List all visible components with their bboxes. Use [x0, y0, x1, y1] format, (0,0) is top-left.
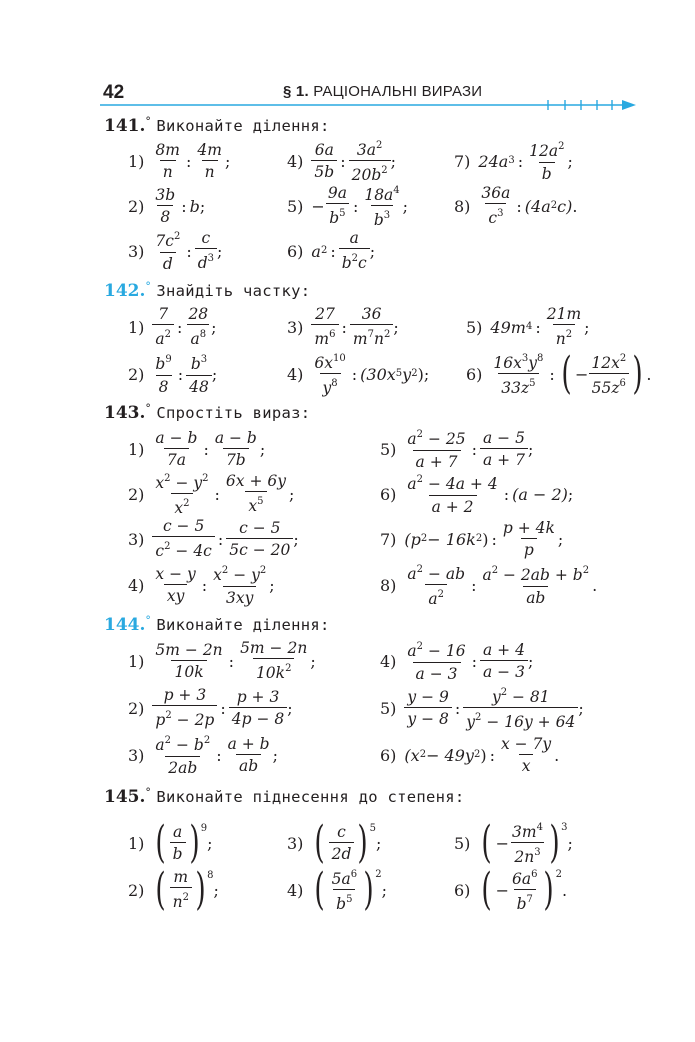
task-144-title: 144.° Виконайте ділення: [104, 614, 330, 635]
task-143-title: 143.° Спростіть вираз: [104, 402, 311, 423]
t144-e2: 2) p + 3 $p^2 - 2p$ : p + 3 4p − 8 ; [128, 686, 293, 730]
page-header [0, 80, 695, 110]
t143-e8: 8) $a^2$ − ab $a^2$ : $a^2 - 2ab + b^2$ ab . [380, 563, 598, 609]
t142-e4: 4) $6x^{10}$ $y^8$ : (30x 5 y 2 ) ; [287, 352, 430, 398]
t143-e4: 4) x − y xy : $x^2 - y^2$ 3xy ; [128, 565, 275, 607]
t141-e5: 5) − $\frac{9a}{b^5}$ : $18a^4$ $b^3$ ; [287, 184, 409, 230]
t142-e1: 1) 7 $a^2$ : 28 $a^8$ ; [128, 305, 217, 349]
t145-e2: 2) ( m $n^2$ ) 8 ; [128, 864, 219, 915]
t141-e4: 4) 6a 5b : $3a^2$ $20b^2$ ; [287, 139, 397, 185]
t145-e5: 5) ( − $\frac{3m^4}{2n^3}$ ) 3 ; [454, 817, 573, 868]
t143-e5: 5) $a^2 - 25$ a + 7 : a − 5 a + 7 ; [380, 429, 534, 471]
t143-e6: 6) $a^2 - 4a + 4$ a + 2 : (a − 2) ; [380, 474, 574, 516]
t145-e1: 1) ( a b ) 9 ; [128, 817, 213, 868]
t141-e8: 8) 36a $c^3$ : (4a 2 c) . [454, 184, 578, 228]
section-heading: § 1. РАЦІОНАЛЬНІ ВИРАЗИ [283, 83, 483, 100]
t143-e7: 7) (p 2 − 16k 2 ) : p + 4k p ; [380, 519, 564, 559]
t141-e7: 7) 24a 3 : $12a^2$ b ; [454, 141, 573, 183]
t144-e5: 5) y − 9 y − 8 : $y^2 - 81$ $y^2 - 16y + 64$ ; [380, 686, 584, 732]
t142-e6: 6) $16x^3y^8$ $33z^5$ : ( − $\frac{12x^2}{55z^6}$ ) . [466, 348, 652, 399]
t142-e5: 5) 49m 4 : 21m $n^2$ ; [466, 305, 590, 349]
t145-e4: 4) ( $5a^6$ $b^5$ ) 2 ; [287, 864, 388, 915]
t143-e1: 1) a − b 7a : a − b 7b ; [128, 429, 266, 469]
t144-e6: 6) (x 2 − 49y 2 ) : x − 7y x . [380, 735, 560, 775]
page-number: 42 [103, 82, 125, 103]
t141-e2: 2) 3b 8 : b ; [128, 186, 206, 226]
t144-e3: 3) $a^2 - b^2$ 2ab : a + b ab ; [128, 735, 278, 777]
t145-e3: 3) ( c 2d ) 5 ; [287, 817, 382, 868]
t141-e6: 6) a 2 : a $b^2c$ ; [287, 229, 376, 273]
task-145-title: 145.° Виконайте піднесення до степеня: [104, 786, 465, 807]
t142-e3: 3) 27 $m^6$ : 36 $m^7n^2$ ; [287, 305, 399, 349]
t143-e2: 2) $x^2 - y^2$ $x^2$ : 6x + 6y $x^5$ ; [128, 472, 295, 518]
t141-e1: 1) 8m n : 4m n ; [128, 141, 231, 181]
t142-e2: 2) $b^9$ 8 : $b^3$ 48 ; [128, 354, 218, 396]
t141-e3: 3) $7c^2$ d : c $d^3$ ; [128, 229, 223, 273]
t143-e3: 3) c − 5 $c^2 - 4c$ : c − 5 5c − 20 ; [128, 517, 299, 561]
task-141-title: 141.° Виконайте ділення: [104, 115, 330, 136]
t145-e6: 6) ( − $\frac{6a^6}{b^7}$ ) 2 . [454, 864, 568, 915]
t144-e1: 1) 5m − 2n 10k : 5m − 2n $10k^2$ ; [128, 639, 316, 683]
t144-e4: 4) $a^2 - 16$ a − 3 : a + 4 a − 3 ; [380, 641, 534, 683]
task-142-title: 142.° Знайдіть частку: [104, 280, 311, 301]
